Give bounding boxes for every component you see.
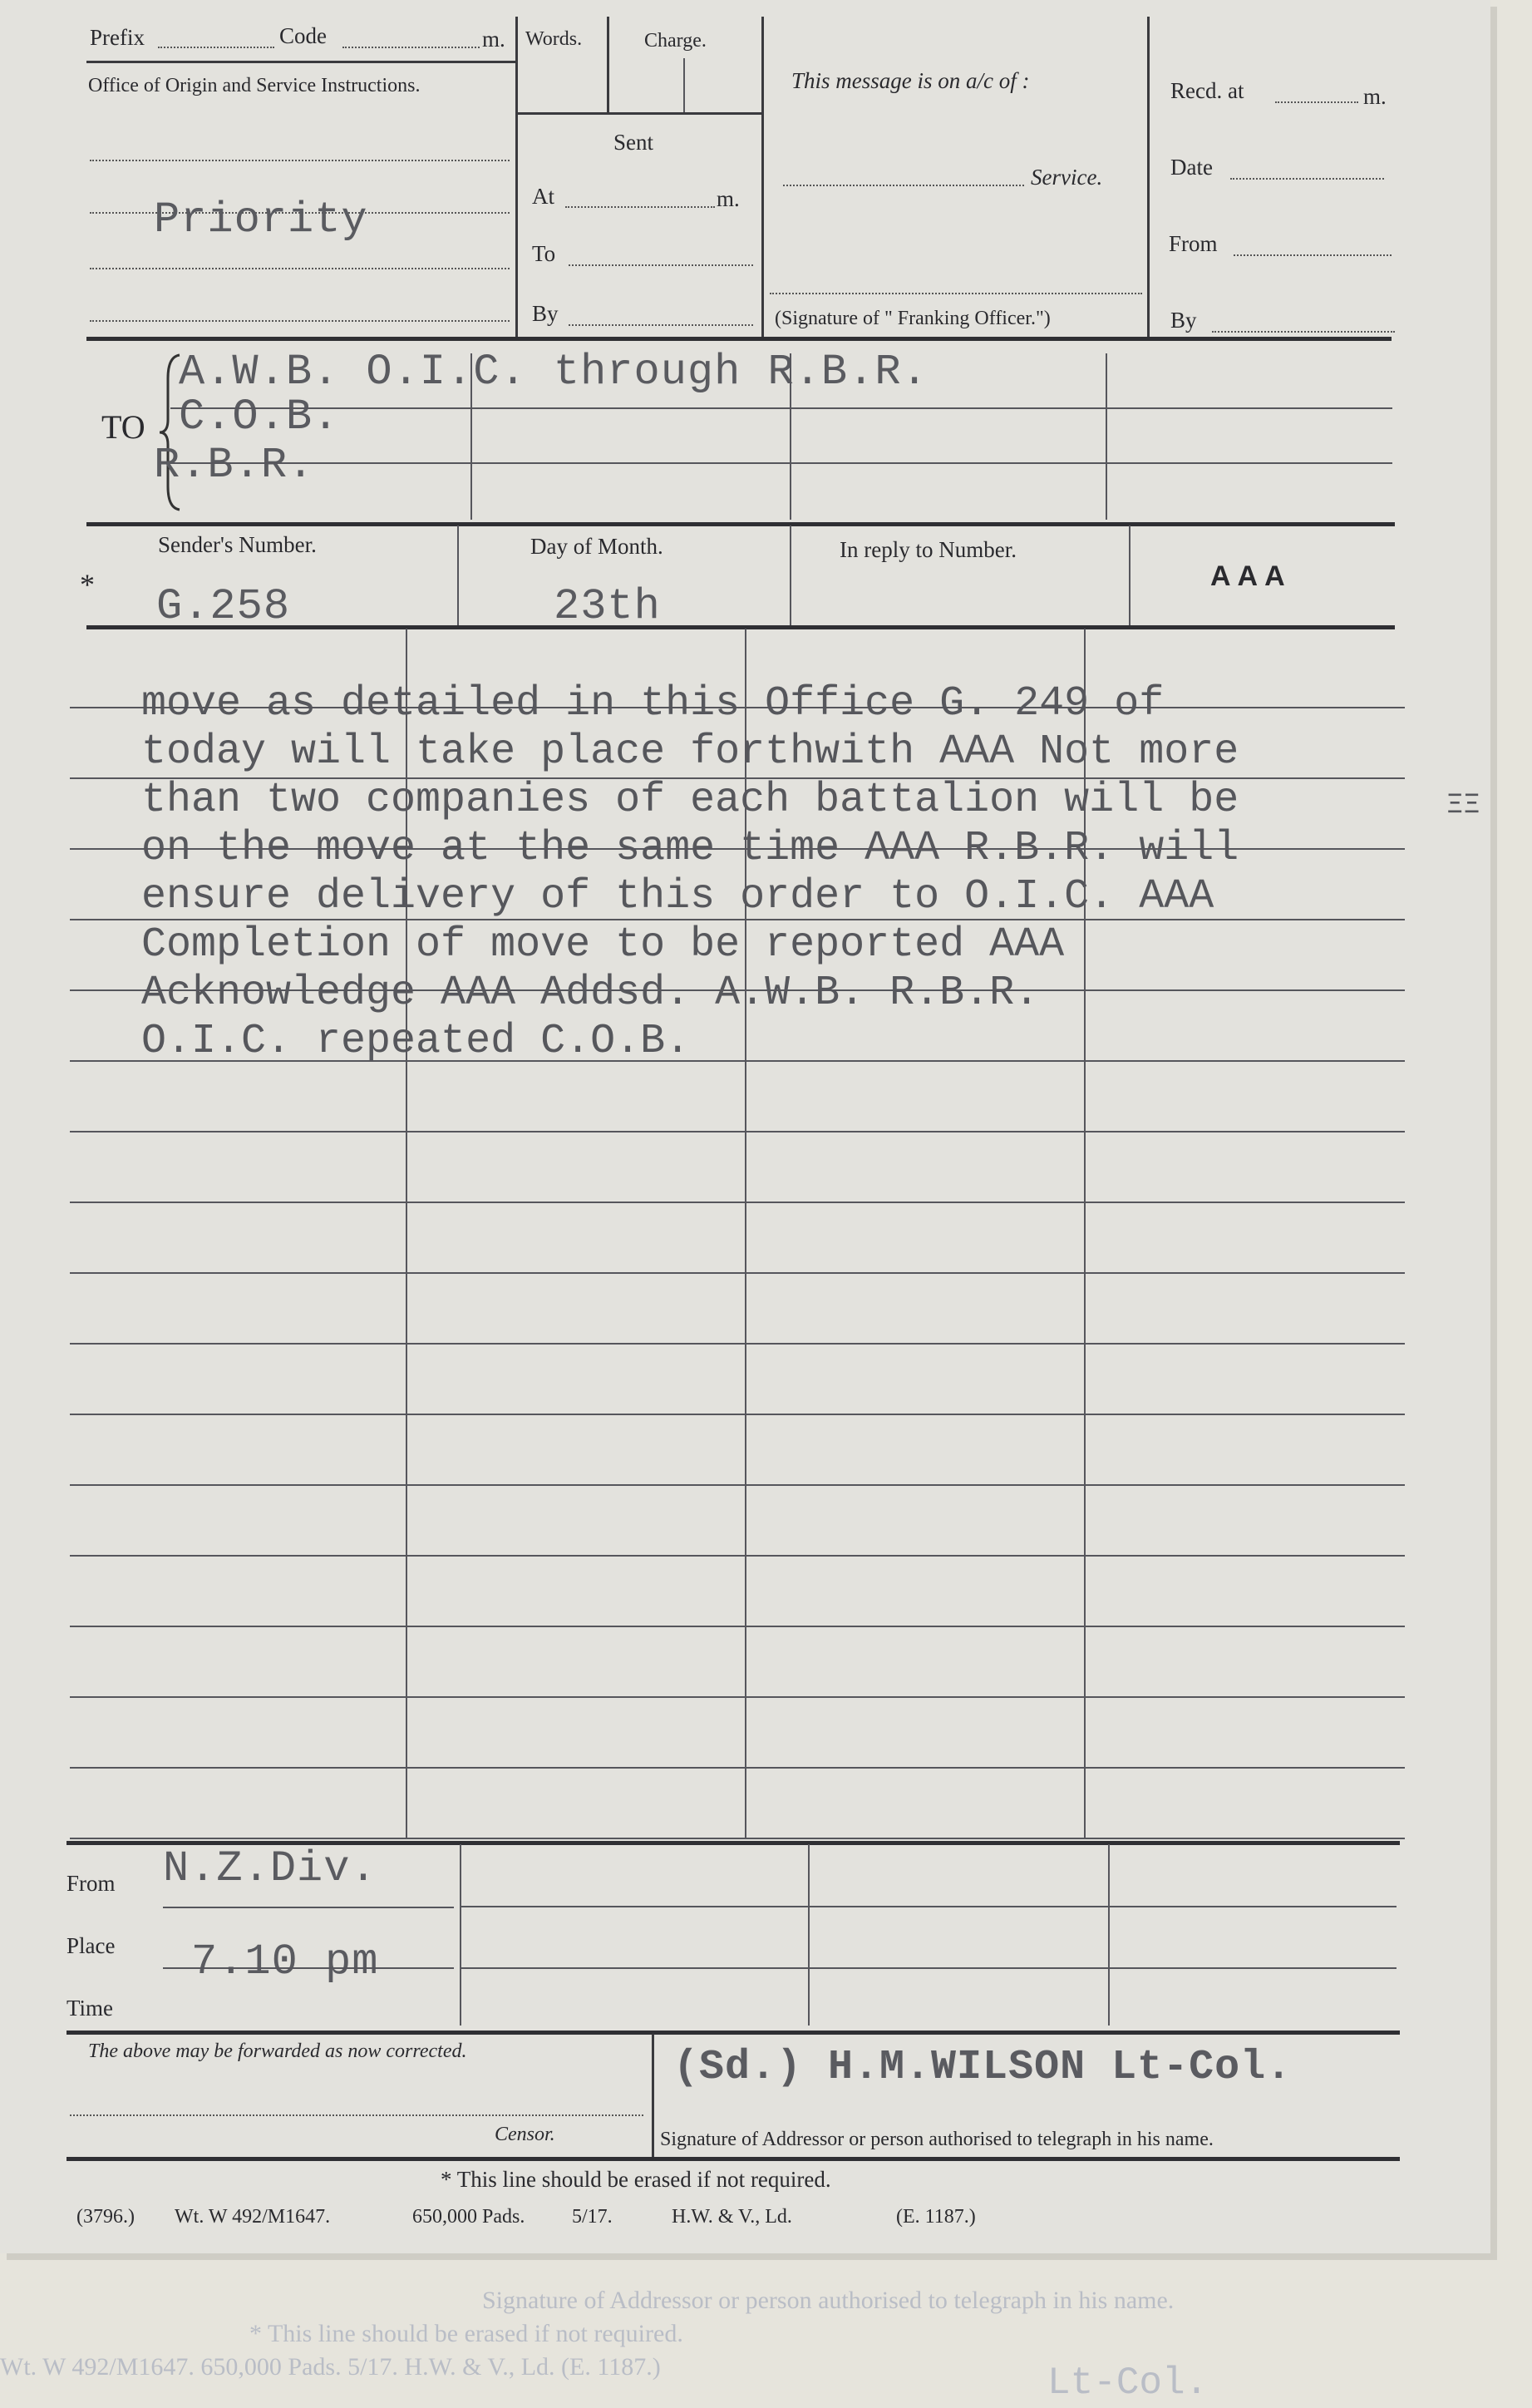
erase-note: * This line should be erased if not required.	[441, 2167, 831, 2192]
grid-row-rule	[70, 1838, 1405, 1839]
grid-row-rule	[70, 1060, 1405, 1062]
grid-row-rule	[70, 1272, 1405, 1274]
code-dots	[342, 47, 480, 48]
message-ac-label: This message is on a/c of :	[791, 68, 1030, 93]
grid-row-rule	[70, 1484, 1405, 1486]
senders-number-value: G.258	[156, 582, 291, 631]
grid-row-rule	[70, 1696, 1405, 1698]
message-line-3: than two companies of each battalion will be	[141, 777, 1239, 824]
from-label-right: From	[1169, 231, 1218, 256]
imprint-e: (E. 1187.)	[896, 2206, 976, 2228]
franking-officer-label: (Signature of " Franking Officer.")	[775, 308, 1051, 329]
by-label-right: By	[1170, 308, 1197, 333]
grid-row-rule	[70, 1202, 1405, 1203]
imprint-code: (3796.)	[76, 2206, 135, 2228]
time-label: Time	[67, 1996, 114, 2021]
office-origin-label: Office of Origin and Service Instructions.	[88, 75, 421, 96]
bleed-rank: Lt-Col.	[1047, 2361, 1209, 2405]
imprint-date: 5/17.	[572, 2206, 613, 2228]
grid-column-rule-3	[1084, 629, 1086, 1839]
bleed-signature-caption: Signature of Addressor or person authorised to telegraph in his name.	[482, 2287, 1175, 2314]
grid-row-rule	[70, 989, 1405, 991]
grid-column-rule-1	[406, 629, 407, 1839]
sent-label: Sent	[613, 130, 654, 155]
signature-caption: Signature of Addressor or person authorised to telegraph in his name.	[660, 2129, 1214, 2150]
bleed-imprint: Wt. W 492/M1647. 650,000 Pads. 5/17. H.W. & V., Ld. (E. 1187.)	[0, 2353, 661, 2381]
service-label: Service.	[1031, 165, 1103, 190]
grid-row-rule	[70, 777, 1405, 779]
words-label: Words.	[525, 28, 583, 50]
date-label: Date	[1170, 155, 1213, 180]
sent-at-label: At	[532, 184, 554, 209]
message-line-6: Completion of move to be reported AAA	[141, 921, 1065, 969]
censor-label: Censor.	[495, 2124, 555, 2145]
place-label: Place	[67, 1933, 116, 1958]
recd-suffix: m.	[1363, 84, 1387, 109]
underlying-sheet-bleed	[0, 2278, 1247, 2403]
prefix-dots	[158, 47, 274, 48]
day-of-month-label: Day of Month.	[530, 534, 663, 559]
grid-row-rule	[70, 1131, 1405, 1132]
place-value: 7.10 pm	[191, 1937, 379, 1986]
message-line-5: ensure delivery of this order to O.I.C. AAA	[141, 873, 1214, 920]
charge-label: Charge.	[644, 30, 707, 52]
senders-number-label: Sender's Number.	[158, 532, 317, 557]
code-suffix: m.	[482, 27, 505, 52]
sent-to-label: To	[532, 241, 556, 266]
prefix-underline	[86, 61, 515, 63]
from-label: From	[67, 1871, 116, 1896]
imprint-wt: Wt. W 492/M1647.	[175, 2206, 331, 2228]
overflow-mark: ΞΞ	[1446, 790, 1480, 822]
grid-row-rule	[70, 1555, 1405, 1557]
imprint-printer: H.W. & V., Ld.	[672, 2206, 792, 2228]
grid-row-rule	[70, 1767, 1405, 1769]
recd-at-label: Recd. at	[1170, 78, 1244, 103]
sent-at-suffix: m.	[717, 186, 740, 211]
aaa-label: AAA	[1210, 560, 1292, 592]
grid-column-rule-2	[745, 629, 746, 1839]
grid-row-rule	[70, 848, 1405, 850]
grid-row-rule	[70, 1414, 1405, 1415]
message-line-8: O.I.C. repeated C.O.B.	[141, 1018, 691, 1065]
asterisk-mark: *	[80, 568, 95, 601]
message-line-1: move as detailed in this Office G. 249 of	[141, 680, 1165, 728]
in-reply-label: In reply to Number.	[840, 537, 1017, 562]
code-label: Code	[279, 23, 327, 48]
from-value: N.Z.Div.	[163, 1844, 377, 1893]
grid-row-rule	[70, 1343, 1405, 1345]
day-of-month-value: 23th	[554, 582, 661, 631]
grid-row-rule	[70, 707, 1405, 708]
bleed-erase-note: * This line should be erased if not required.	[249, 2320, 683, 2347]
message-line-7: Acknowledge AAA Addsd. A.W.B. R.B.R.	[141, 970, 1040, 1017]
to-line-3: R.B.R.	[154, 441, 315, 490]
forwarded-label: The above may be forwarded as now corrected.	[88, 2040, 467, 2062]
to-label: TO	[101, 408, 145, 446]
to-line-1: A.W.B. O.I.C. through R.B.R.	[179, 348, 929, 397]
grid-row-rule	[70, 919, 1405, 920]
sent-by-label: By	[532, 301, 559, 326]
signature-value: (Sd.) H.M.WILSON Lt-Col.	[673, 2044, 1293, 2091]
to-line-2: C.O.B.	[179, 392, 340, 442]
grid-row-rule	[70, 1626, 1405, 1627]
message-line-2: today will take place forthwith AAA Not more	[141, 728, 1239, 776]
message-line-4: on the move at the same time AAA R.B.R. will	[141, 825, 1239, 872]
imprint-pads: 650,000 Pads.	[412, 2206, 525, 2228]
prefix-label: Prefix	[90, 25, 145, 50]
priority-text: Priority	[154, 195, 368, 244]
